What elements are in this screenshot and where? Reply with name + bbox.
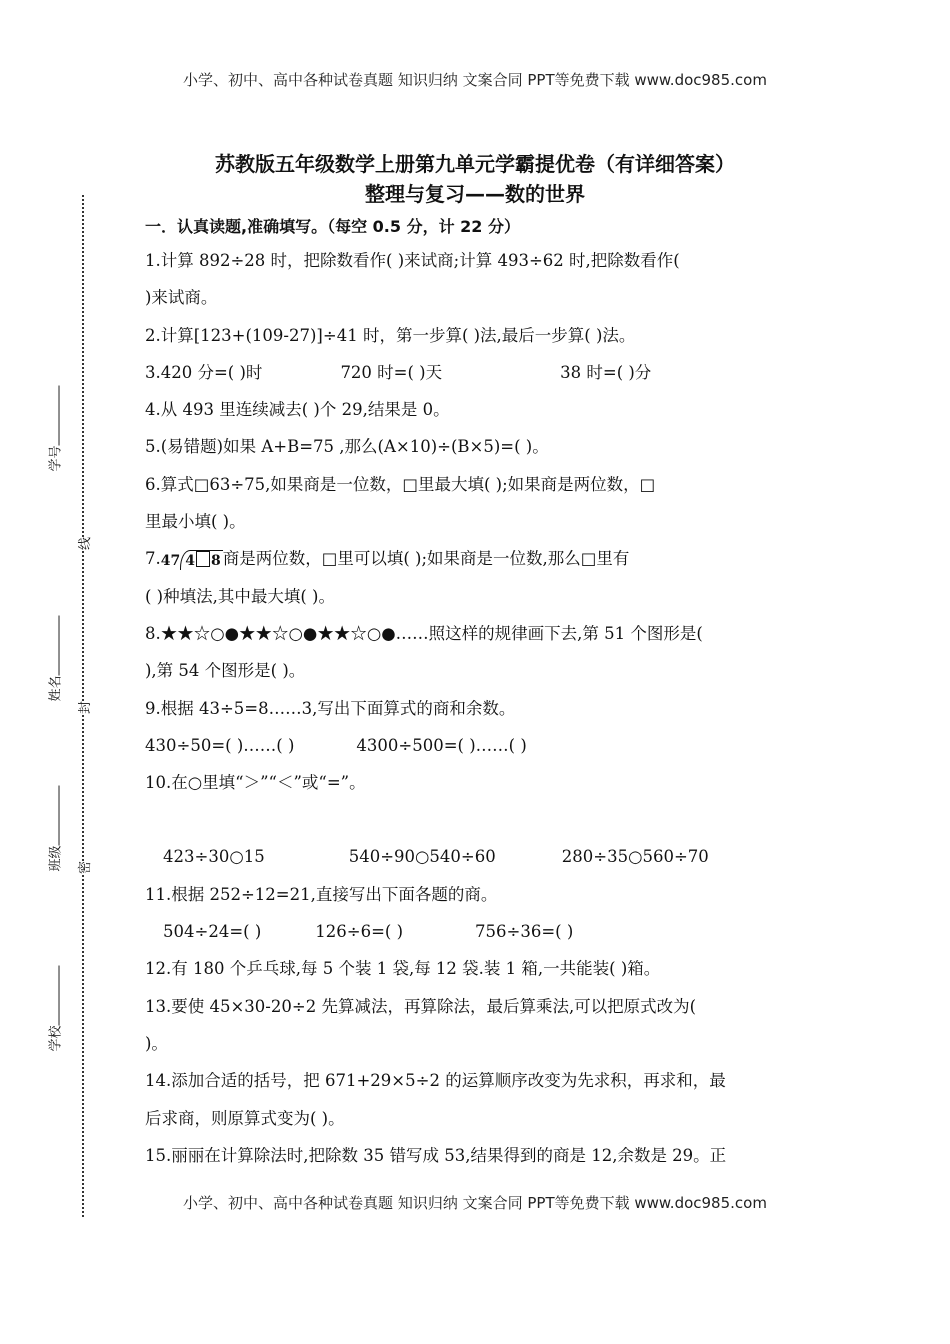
q3-part-c: 38 时=( )分 (560, 362, 652, 382)
q7-text: 商是两位数，□里可以填( );如果商是一位数,那么□里有 (222, 549, 630, 569)
q9-line1: 9.根据 43÷5=8……3,写出下面算式的商和余数。 (145, 698, 516, 718)
page-header: 小学、初中、高中各种试卷真题 知识归纳 文案合同 PPT等免费下载 www.doc985.com (183, 71, 767, 89)
q7-number: 7. (145, 549, 161, 569)
school-field: 学校 (45, 963, 64, 1051)
class-field: 班级 (45, 783, 64, 871)
question-content (145, 212, 815, 1174)
q2-line: 2.计算[123+(109-27)]÷41 时，第一步算( )法,最后一步算( )法。 (145, 325, 636, 345)
q4-line: 4.从 493 里连续减去( )个 29,结果是 0。 (145, 400, 450, 420)
mark-secret: 密 (72, 861, 95, 874)
q15-line1: 15.丽丽在计算除法时,把除数 35 错写成 53,结果得到的商是 12,余数是 29。正 (145, 1145, 727, 1165)
q10-line1: 10.在○里填“＞”“＜”或“=”。 (145, 773, 366, 793)
q12-line: 12.有 180 个乒乓球,每 5 个装 1 袋,每 12 袋.装 1 箱,一共能装( )箱。 (145, 959, 661, 979)
q10-part-c: 280÷35○560÷70 (561, 847, 709, 867)
q6-line1: 6.算式□63÷75,如果商是一位数，□里最大填( );如果商是两位数，□ (145, 474, 656, 494)
q7-dividend-last: 8 (210, 552, 221, 569)
name-field: 姓名 (45, 613, 64, 701)
q6-line2: 里最小填( )。 (145, 512, 246, 532)
page-footer: 小学、初中、高中各种试卷真题 知识归纳 文案合同 PPT等免费下载 www.doc985.com (183, 1194, 767, 1212)
q11-line2 (145, 913, 815, 950)
q7-line1 (145, 540, 815, 577)
q11-part-c: 756÷36=( ) (475, 922, 574, 942)
q1-line1: 1.计算 892÷28 时，把除数看作( )来试商;计算 493÷62 时,把除数看作( (145, 251, 680, 270)
q9-part-b: 4300÷500=( )……( ) (356, 735, 527, 755)
q14-line2: 后求商，则原算式变为( )。 (145, 1108, 345, 1128)
q1-line2: )来试商。 (145, 288, 218, 308)
q10-part-b: 540÷90○540÷60 (348, 847, 496, 867)
mark-line: 线 (72, 537, 95, 550)
q7-dividend-first: 4 (185, 552, 195, 569)
long-division-figure (161, 550, 223, 570)
q11-line1: 11.根据 252÷12=21,直接写出下面各题的商。 (145, 884, 498, 904)
mark-seal: 封 (72, 701, 95, 714)
q13-line2: )。 (145, 1033, 168, 1053)
q9-line2 (145, 727, 815, 764)
section-heading: 一．认真读题,准确填写。（每空 0.5 分，计 22 分） (145, 217, 520, 236)
q11-part-b: 126÷6=( ) (315, 922, 404, 942)
q11-part-a: 504÷24=( ) (163, 922, 262, 942)
q7-divisor: 47 (160, 552, 181, 569)
q7-line2: ( )种填法,其中最大填( )。 (145, 586, 335, 606)
paper-subtitle: 整理与复习——数的世界 (365, 182, 585, 206)
q8-line1: 8.★★☆○●★★☆○●★★☆○●……照这样的规律画下去,第 51 个图形是( (145, 623, 703, 643)
q10-part-a: 423÷30○15 (163, 847, 265, 867)
q9-part-a: 430÷50=( )……( ) (145, 735, 295, 755)
q3-part-b: 720 时=( )天 (340, 362, 443, 382)
student-id-field: 学号 (45, 383, 64, 471)
q14-line1: 14.添加合适的括号，把 671+29×5÷2 的运算顺序改变为先求积，再求和，最 (145, 1071, 726, 1091)
q3-line (145, 354, 815, 391)
paper-title: 苏教版五年级数学上册第九单元学霸提优卷（有详细答案） (215, 152, 735, 176)
q8-line2: ),第 54 个图形是( )。 (145, 661, 306, 681)
q10-line2 (145, 838, 815, 875)
blank-box-icon (196, 551, 210, 567)
q13-line1: 13.要使 45×30-20÷2 先算减法，再算除法，最后算乘法,可以把原式改为( (145, 996, 697, 1016)
q5-line: 5.(易错题)如果 A+B=75 ,那么(A×10)÷(B×5)=( )。 (145, 437, 549, 457)
q3-part-a: 3.420 分=( )时 (145, 362, 263, 382)
